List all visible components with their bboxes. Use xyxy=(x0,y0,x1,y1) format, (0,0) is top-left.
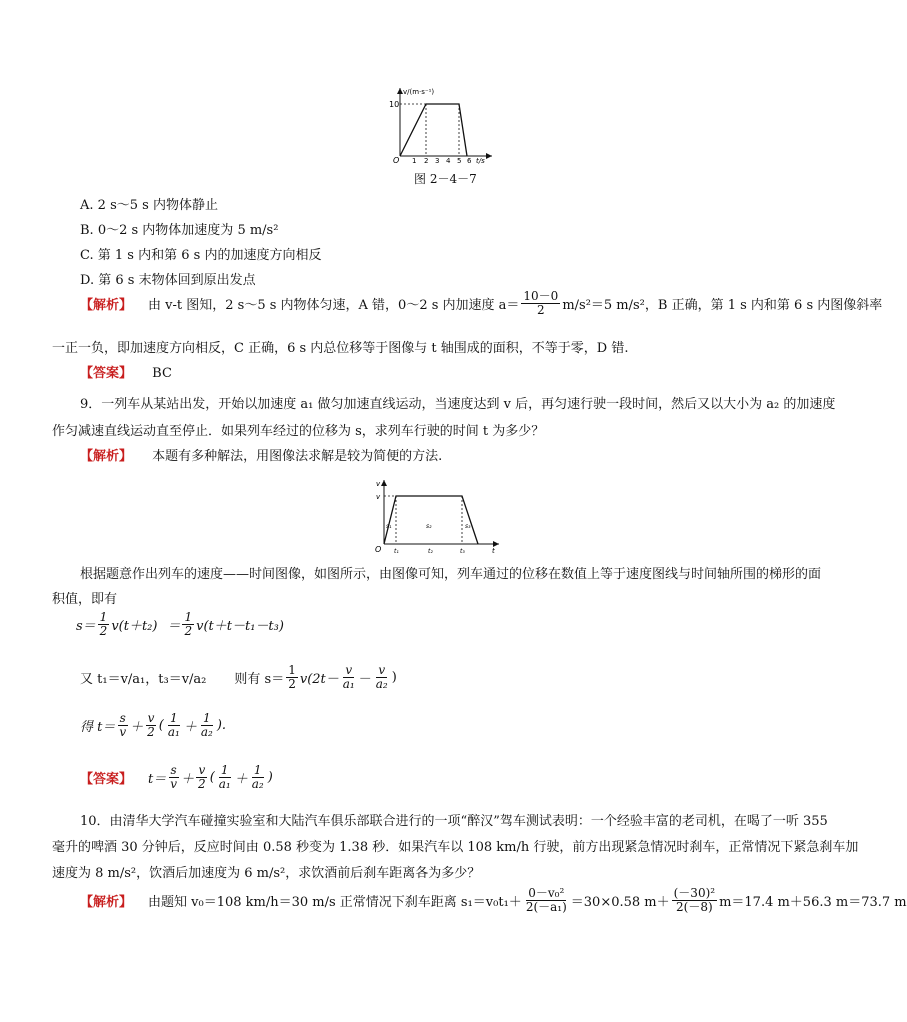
formula-part: ＝ xyxy=(167,619,181,634)
q10-fraction-1 xyxy=(524,887,569,914)
frac-numerator: 1 xyxy=(288,663,296,677)
frac-denominator: a₁ xyxy=(218,777,231,791)
one-over-a1 xyxy=(217,764,233,791)
frac-denominator: a₁ xyxy=(167,725,180,739)
formula-part: v(t＋t－t₁－t₃) xyxy=(196,619,284,634)
frac-denominator: 2 xyxy=(198,777,206,791)
one-over-a1 xyxy=(166,712,182,739)
formula-part: v(2t－ xyxy=(299,672,339,687)
frac-numerator: v xyxy=(378,663,386,677)
fig1-x-tick: 4 xyxy=(446,157,451,165)
fig2-origin: O xyxy=(375,545,382,554)
s-over-v xyxy=(117,712,128,739)
q10-analysis-a: 由题知 v₀＝108 km/h＝30 m/s 正常情况下刹车距离 s₁＝v₀t₁＋ xyxy=(148,895,522,910)
fig2-tick: t₂ xyxy=(428,548,433,555)
frac-denominator: a₂ xyxy=(375,677,388,691)
option-letter: C. xyxy=(80,248,94,263)
formula-part: ) xyxy=(391,670,397,685)
frac-denominator: 2 xyxy=(184,624,193,638)
q9-answer xyxy=(80,764,273,791)
q8-answer xyxy=(80,362,172,381)
formula-2 xyxy=(80,664,397,691)
trapezoid-curve xyxy=(384,496,478,544)
fig1-axis-x-label: t/s xyxy=(476,157,485,165)
frac-denominator: 2 xyxy=(147,725,155,739)
q8-answer-value: BC xyxy=(152,366,172,381)
frac-denominator: 2 xyxy=(537,303,545,317)
fig2-area-label: s₂ xyxy=(426,523,432,530)
frac-denominator: a₂ xyxy=(200,725,213,739)
formula-part: 则有 s＝ xyxy=(234,672,285,687)
q9-analysis-text: 本题有多种解法，用图像法求解是较为简便的方法. xyxy=(152,449,443,464)
fig1-y-tick: 10 xyxy=(389,100,400,109)
q10-fraction-2 xyxy=(672,887,717,914)
option-text: 2 s～5 s 内物体静止 xyxy=(97,198,218,213)
option-letter: D. xyxy=(80,273,95,288)
half-fraction xyxy=(182,611,194,638)
fig2-area-label: s₁ xyxy=(386,523,392,530)
fig2-axis-v: v xyxy=(376,480,381,488)
frac-denominator: 2 xyxy=(288,677,296,691)
frac-numerator: v xyxy=(345,663,353,677)
frac-numerator: 1 xyxy=(203,711,211,725)
q9-text-line1: 根据题意作出列车的速度——时间图像，如图所示，由图像可知，列车通过的位移在数值上等于速度图线与时间轴所围的梯形的面 xyxy=(80,567,822,582)
fig2-axis-t: t xyxy=(492,547,495,555)
option-text: 第 1 s 内和第 6 s 内的加速度方向相反 xyxy=(97,248,322,263)
frac-denominator: v xyxy=(119,725,127,739)
q8-analysis-line1 xyxy=(80,290,882,317)
v-over-a2 xyxy=(374,664,390,691)
fig2-axis-v: v xyxy=(376,493,381,501)
answer-tag: 【答案】 xyxy=(80,366,133,381)
q9-text-line2: 积值，即有 xyxy=(52,592,118,607)
v-over-2 xyxy=(196,764,208,791)
frac-numerator: v xyxy=(147,711,155,725)
analysis-tag: 【解析】 xyxy=(80,895,133,910)
frac-numerator: 1 xyxy=(170,711,178,725)
q10-stem-line3: 速度为 8 m/s²，饮酒后加速度为 6 m/s²，求饮酒前后刹车距离各为多少？ xyxy=(52,866,481,881)
half-fraction xyxy=(98,611,110,638)
formula-part: ＋ xyxy=(183,720,197,735)
frac-numerator: s xyxy=(170,763,177,777)
figure-velocity-time-graph xyxy=(380,82,500,164)
q8-analysis-line2: 一正一负，即加速度方向相反，C 正确，6 s 内总位移等于图像与 t 轴围成的面积，不等于零，D 错. xyxy=(52,341,629,356)
answer-tag: 【答案】 xyxy=(80,772,133,787)
formula-part: t＝ xyxy=(148,772,167,787)
option-c xyxy=(80,244,321,263)
q8-analysis-a: 由 v-t 图知，2 s～5 s 内物体匀速，A 错，0～2 s 内加速度 a＝ xyxy=(148,298,520,313)
fig1-x-tick: 1 xyxy=(412,157,417,165)
fig1-x-tick: 5 xyxy=(457,157,462,165)
option-text: 0～2 s 内物体加速度为 5 m/s² xyxy=(97,223,279,238)
fig1-axis-y-label: v/(m·s⁻¹) xyxy=(403,88,435,96)
q9-stem-line2: 作匀减速直线运动直至停止．如果列车经过的位移为 s，求列车行驶的时间 t 为多少？ xyxy=(52,424,545,439)
formula-part: s＝ xyxy=(76,619,96,634)
fig2-tick: t₃ xyxy=(460,548,465,555)
formula-part: 得 t＝ xyxy=(80,720,116,735)
q9-answer-formula xyxy=(148,764,273,791)
formula-part: ) xyxy=(267,770,273,785)
q8-analysis-b: m/s²＝5 m/s²，B 正确，第 1 s 内和第 6 s 内图像斜率 xyxy=(562,298,883,313)
fig1-x-tick: 6 xyxy=(467,157,472,165)
velocity-curve xyxy=(400,104,467,156)
formula-part: － xyxy=(358,672,372,687)
q9-stem-line1: 9．一列车从某站出发，开始以加速度 a₁ 做匀加速直线运动，当速度达到 v 后，再匀速行驶一段时间，然后又以大小为 a₂ 的加速度 xyxy=(80,397,836,412)
frac-denominator: v xyxy=(170,777,178,791)
formula-part: v(t＋t₂) xyxy=(111,619,158,634)
fig1-x-tick: 2 xyxy=(424,157,429,165)
frac-numerator: 1 xyxy=(220,763,229,777)
frac-numerator: (－30)² xyxy=(673,886,716,900)
formula-part: ). xyxy=(216,718,227,733)
figure-caption: 图 2－4－7 xyxy=(414,172,477,186)
v-over-a1 xyxy=(341,664,357,691)
frac-numerator: v xyxy=(198,763,206,777)
option-letter: B. xyxy=(80,223,94,238)
q10-analysis-b: ＝30×0.58 m＋ xyxy=(570,895,670,910)
formula-part: ＋ xyxy=(234,772,248,787)
formula-1 xyxy=(76,611,284,638)
q9-analysis xyxy=(80,445,442,464)
figure-trapezoid-graph xyxy=(364,476,504,556)
frac-denominator: 2 xyxy=(99,624,108,638)
one-over-a2 xyxy=(199,712,215,739)
frac-numerator: s xyxy=(119,711,126,725)
frac-denominator: 2(－a₁) xyxy=(525,900,567,914)
analysis-tag: 【解析】 xyxy=(80,298,133,313)
q8-acceleration-fraction xyxy=(521,290,560,317)
formula-part: ( xyxy=(209,770,215,785)
fig1-origin: O xyxy=(393,156,400,165)
option-a xyxy=(80,194,218,213)
frac-numerator: 1 xyxy=(184,610,193,624)
formula-part: ＋ xyxy=(181,772,195,787)
fig1-x-tick: 3 xyxy=(435,157,440,165)
formula-3 xyxy=(80,712,226,739)
one-over-a2 xyxy=(250,764,266,791)
frac-numerator: 10－0 xyxy=(523,289,559,303)
formula-part: ＋ xyxy=(130,720,144,735)
fig2-tick: t₁ xyxy=(394,548,399,555)
q10-analysis-c: m＝17.4 m＋56.3 m＝73.7 m xyxy=(719,895,907,910)
formula-part: 又 t₁＝v/a₁，t₃＝v/a₂ xyxy=(80,672,207,687)
q10-analysis xyxy=(80,887,907,914)
option-letter: A. xyxy=(80,198,94,213)
analysis-tag: 【解析】 xyxy=(80,449,133,464)
s-over-v xyxy=(168,764,179,791)
frac-denominator: a₂ xyxy=(251,777,264,791)
option-b xyxy=(80,219,278,238)
v-over-2 xyxy=(145,712,157,739)
frac-denominator: 2(－8) xyxy=(676,900,713,914)
half-fraction xyxy=(286,664,298,691)
q10-stem-line1: 10．由清华大学汽车碰撞实验室和大陆汽车俱乐部联合进行的一项“醉汉”驾车测试表明：一个经验丰富的老司机，在喝了一听 355 xyxy=(80,814,828,829)
frac-numerator: 1 xyxy=(99,610,108,624)
q10-stem-line2: 毫升的啤酒 30 分钟后，反应时间由 0.58 秒变为 1.38 秒．如果汽车以 108 km/h 行驶，前方出现紧急情况时刹车，正常情况下紧急刹车加 xyxy=(52,840,859,855)
formula-part: ( xyxy=(158,718,164,733)
frac-numerator: 0－v₀² xyxy=(528,886,565,900)
option-text: 第 6 s 末物体回到原出发点 xyxy=(98,273,256,288)
option-d xyxy=(80,269,256,288)
frac-denominator: a₁ xyxy=(342,677,355,691)
fig2-area-label: s₃ xyxy=(465,523,471,530)
frac-numerator: 1 xyxy=(253,763,262,777)
